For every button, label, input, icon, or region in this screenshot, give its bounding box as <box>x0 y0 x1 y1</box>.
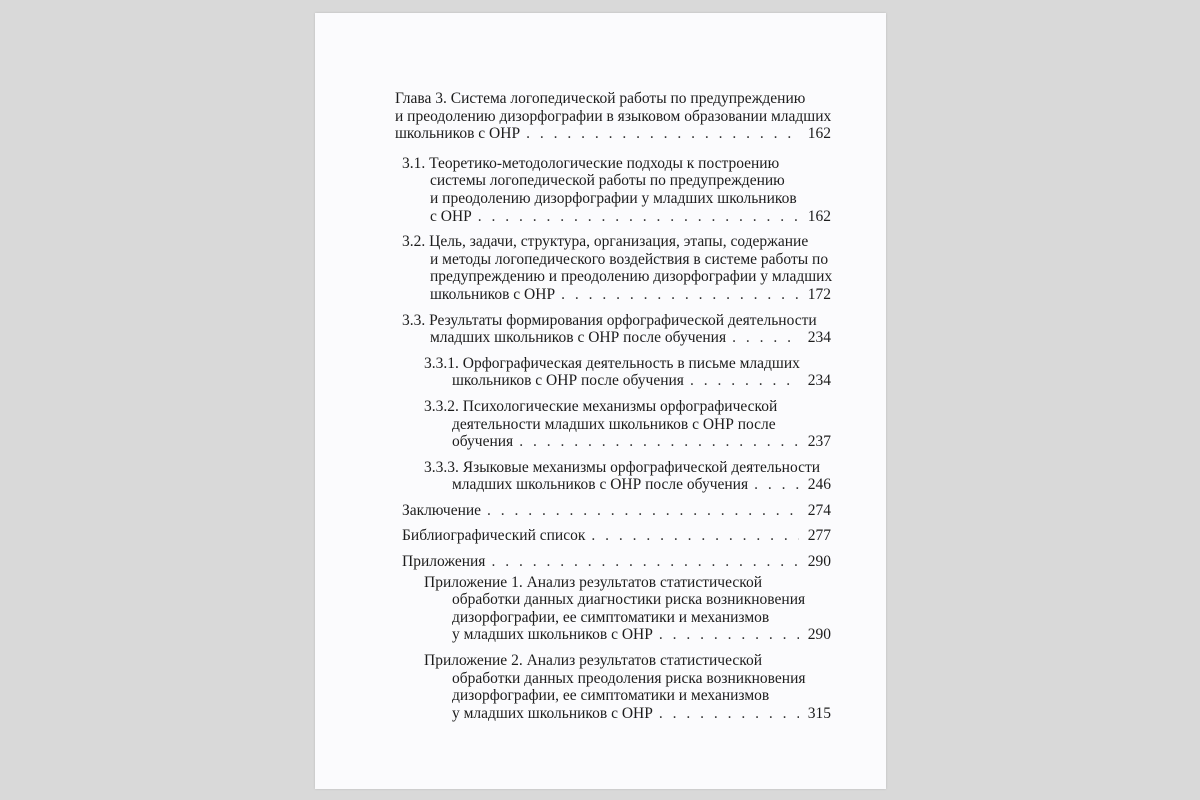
toc-line: Приложение 1. Анализ результатов статистической <box>424 573 763 591</box>
dot-leader <box>526 125 799 143</box>
toc-entry-title-end: у младших школьников с ОНР <box>452 704 653 722</box>
toc-entry-3-3-1 <box>395 355 831 390</box>
toc-line: 3.3.2. Психологические механизмы орфографической <box>424 397 778 415</box>
toc-page-number: 162 <box>807 207 831 225</box>
dot-leader <box>659 705 799 723</box>
dot-leader <box>732 329 799 347</box>
toc-entry-title-end: школьников с ОНР после обучения <box>452 372 684 390</box>
book-page <box>315 13 886 789</box>
toc-entry-title-end: младших школьников с ОНР после обучения <box>430 329 727 347</box>
toc-entry-title-end: Заключение <box>402 501 482 519</box>
toc-line: и преодолению дизорфографии у младших школьников <box>430 189 797 207</box>
dot-leader <box>561 286 799 304</box>
toc-entry-bibliography <box>395 527 831 545</box>
toc-line: обработки данных преодоления риска возникновения <box>452 669 806 687</box>
toc-line: системы логопедической работы по предупреждению <box>430 172 785 190</box>
toc-entry-title-end: с ОНР <box>430 207 472 225</box>
toc-line: дизорфографии, ее симптоматики и механизмов <box>452 687 770 705</box>
toc-entry-title-end: младших школьников с ОНР после обучения <box>452 476 749 494</box>
toc-line: и методы логопедического воздействия в системе работы по <box>430 250 829 268</box>
toc-page-number: 246 <box>807 476 831 494</box>
toc-entry-title-end: обучения <box>452 433 514 451</box>
toc-page-number: 290 <box>807 553 831 571</box>
toc-entry-title-end: у младших школьников с ОНР <box>452 626 653 644</box>
toc-line: предупреждению и преодолению дизорфографии у младших <box>430 268 833 286</box>
toc-entry-title-end: Библиографический список <box>402 527 586 545</box>
toc-page-number: 290 <box>807 626 831 644</box>
toc-page-number: 172 <box>807 285 831 303</box>
dot-leader <box>690 372 799 390</box>
toc-line: 3.3. Результаты формирования орфографической деятельности <box>402 311 817 329</box>
toc-entry-appendix-1 <box>395 574 831 644</box>
toc-entry-3-2 <box>395 233 831 303</box>
toc-entry-3-3-2 <box>395 398 831 451</box>
toc-line: и преодолению дизорфографии в языковом образовании младших <box>395 107 832 125</box>
toc-line: дизорфографии, ее симптоматики и механизмов <box>452 608 770 626</box>
toc-entry-conclusion <box>395 502 831 520</box>
dot-leader <box>754 476 799 494</box>
toc-entry-title-end: школьников с ОНР <box>430 285 556 303</box>
dot-leader <box>591 527 799 545</box>
toc-page-number: 234 <box>807 372 831 390</box>
toc-line: 3.3.1. Орфографическая деятельность в письме младших <box>424 354 800 372</box>
toc-page-number: 237 <box>807 433 831 451</box>
toc-line: Приложение 2. Анализ результатов статистической <box>424 652 763 670</box>
toc-entry-3-3-3 <box>395 459 831 494</box>
toc-page-number: 315 <box>807 704 831 722</box>
toc-line: 3.1. Теоретико-методологические подходы к построению <box>402 154 780 172</box>
toc-page-number: 234 <box>807 329 831 347</box>
dot-leader <box>487 502 799 520</box>
toc-line: 3.3.3. Языковые механизмы орфографической деятельности <box>424 458 821 476</box>
toc-page-number: 162 <box>807 125 831 143</box>
toc-entry-3-3 <box>395 312 831 347</box>
toc-entry-appendix-2 <box>395 652 831 722</box>
toc-entry-appendices <box>395 553 831 571</box>
toc-page-number: 274 <box>807 501 831 519</box>
dot-leader <box>659 626 799 644</box>
toc-page-number: 277 <box>807 527 831 545</box>
table-of-contents <box>395 90 831 730</box>
toc-entry-chapter-3 <box>395 90 831 143</box>
dot-leader <box>491 553 799 571</box>
toc-entry-title-end: Приложения <box>402 553 486 571</box>
toc-entry-3-1 <box>395 155 831 225</box>
dot-leader <box>519 433 799 451</box>
toc-line: обработки данных диагностики риска возникновения <box>452 591 806 609</box>
toc-line: 3.2. Цель, задачи, структура, организация, этапы, содержание <box>402 233 809 251</box>
toc-line: Глава 3. Система логопедической работы по предупреждению <box>395 90 806 107</box>
dot-leader <box>478 208 799 226</box>
toc-entry-title-end: школьников с ОНР <box>395 125 521 143</box>
toc-line: деятельности младших школьников с ОНР после <box>452 415 776 433</box>
